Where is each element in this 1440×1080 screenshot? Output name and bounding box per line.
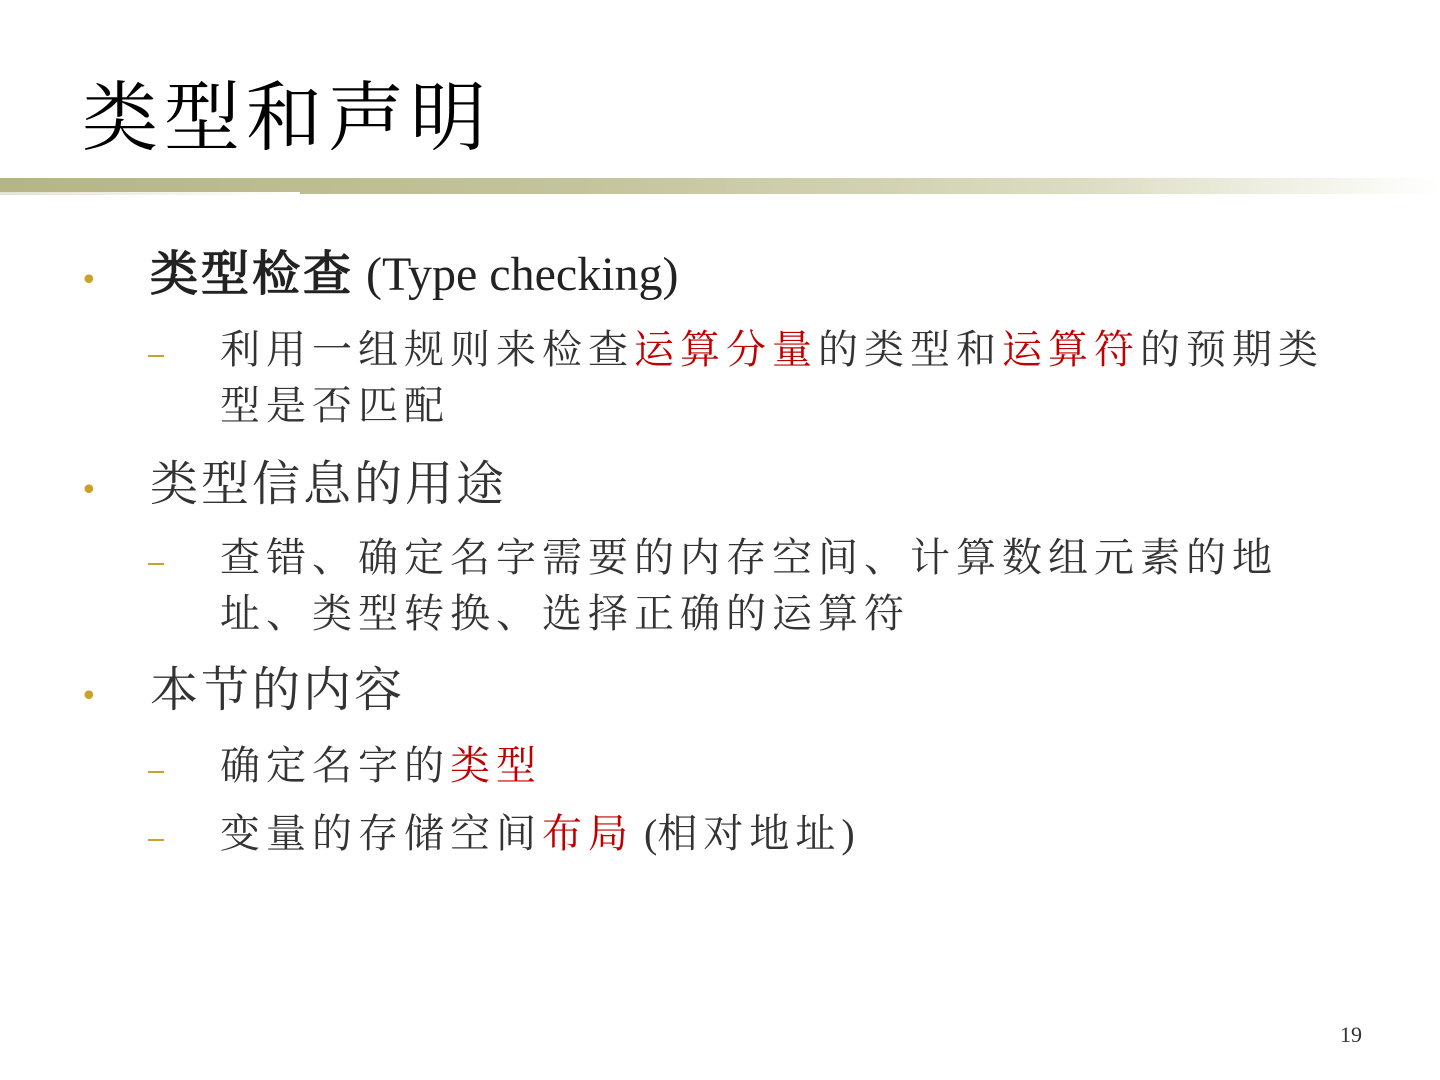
bullet-heading-latin: (Type checking) [354, 248, 679, 301]
sub-text-segment: 确定名字的 [220, 743, 450, 789]
sub-text-segment: 变量的存储空间 [220, 811, 542, 857]
slide-title: 类型和声明 [82, 73, 492, 162]
bullet-dot-icon: • [80, 473, 98, 508]
sub-text-segment: 的类型和 [818, 327, 1002, 373]
sub-dash-icon [148, 563, 164, 565]
bullet-dot-icon: • [80, 679, 98, 714]
bullet-dot-icon: • [80, 263, 98, 298]
sub-text-highlight: 运算符 [1002, 327, 1140, 373]
sub-text-segment: 利用一组规则来检查 [220, 327, 634, 373]
sub-dash-icon [148, 839, 164, 841]
bullet-heading: 本节的内容 [150, 662, 406, 718]
sub-item-type-check-rule [220, 322, 1330, 434]
sub-text-segment: 相对地址 [657, 811, 842, 857]
sub-text-segment: 查错、确定名字需要的内存空间、计算数组元素的地址、类型转换、选择正确的运算符 [220, 535, 1278, 637]
sub-text-segment: 的预期类型是否匹配 [220, 327, 1324, 429]
sub-item-name-type [220, 738, 1330, 794]
sub-text-highlight: 类型 [450, 743, 542, 789]
sub-text-paren: ) [841, 811, 855, 856]
sub-item-storage-layout [220, 806, 1330, 862]
sub-item-type-info-uses [220, 530, 1330, 642]
bullet-heading-cjk: 类型检查 [150, 246, 355, 302]
sub-text-highlight: 布局 [542, 811, 634, 857]
sub-dash-icon [148, 771, 164, 773]
sub-dash-icon [148, 355, 164, 357]
sub-text-highlight: 运算分量 [634, 327, 818, 373]
page-number: 19 [1340, 1022, 1362, 1047]
bullet-heading [150, 244, 679, 305]
sub-text-paren: ( [634, 811, 658, 856]
bullet-heading: 类型信息的用途 [150, 456, 508, 512]
